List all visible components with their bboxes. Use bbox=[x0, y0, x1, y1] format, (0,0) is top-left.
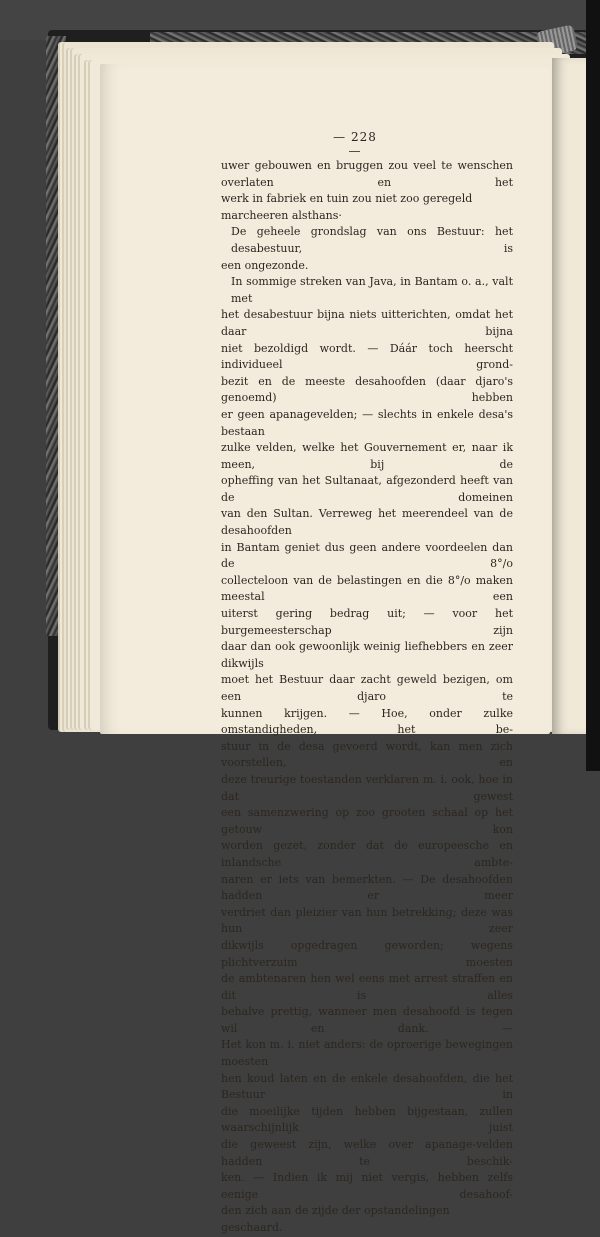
text-line: In sommige streken van Java, in Bantam o. a., valt met bbox=[231, 275, 513, 305]
text-line: zulke velden, welke het Gouvernement er, naar ik meen, bij de bbox=[221, 441, 513, 471]
text-line: verdriet dan pleizier van hun betrekking; deze was hun zeer bbox=[221, 905, 513, 936]
text-line: uiterst gering bedrag uit; — voor het burgemeesterschap zijn bbox=[221, 607, 513, 637]
text-line: van den Sultan. Verreweg het meerendeel van de desahoofden bbox=[221, 507, 513, 538]
text-line: opheffing van het Sultanaat, afgezonderd heeft van de domeinen bbox=[221, 474, 513, 504]
text-line: collecteloon van de belastingen en die 8°/o maken meestal een bbox=[221, 573, 513, 604]
text-line: in Bantam geniet dus geen andere voordeelen dan de 8°/o bbox=[221, 540, 513, 571]
text-line: behalve prettig, wanneer men desahoofd is tegen wil en dank. — bbox=[221, 1005, 513, 1035]
text-line: een samenzwering op zoo grooten schaal op het getouw kon bbox=[221, 806, 513, 836]
text-line: worden gezet, zonder dat de europeesche en inlandsche ambte- bbox=[221, 839, 513, 869]
text-line: die moeilijke tijden hebben bijgestaan, zullen waarschijnlijk juist bbox=[221, 1104, 513, 1135]
text-line: kunnen krijgen. — Hoe, onder zulke omstandigheden, het be- bbox=[221, 706, 513, 737]
text-line: moet het Bestuur daar zacht geweld bezigen, om een djaro te bbox=[221, 673, 513, 703]
page-text bbox=[221, 158, 513, 1237]
text-line: ken. — Indien ik mij niet vergis, hebben zelfs eenige desahoof- bbox=[221, 1171, 513, 1201]
text-line: stuur in de desa gevoerd wordt, kan men zich voorstellen, en bbox=[221, 739, 513, 770]
text-line: naren er iets van bemerkten. — De desahoofden hadden er meer bbox=[221, 872, 513, 903]
text-line: hen koud laten en de enkele desahoofden, die het Bestuur in bbox=[221, 1071, 513, 1102]
page-number: — 228 — bbox=[333, 130, 377, 158]
text-line: niet bezoldigd wordt. — Dáár toch heerscht individueel grond- bbox=[221, 341, 513, 372]
text-line: het desabestuur bijna niets uitterichten, omdat het daar bijna bbox=[221, 308, 513, 338]
text-line: bezit en de meeste desahoofden (daar djaro's genoemd) hebben bbox=[221, 374, 513, 405]
text-line: er geen apanagevelden; — slechts in enkele desa's bestaan bbox=[221, 407, 513, 438]
text-line: werk in fabriek en tuin zou niet zoo geregeld marcheeren alsthans· bbox=[221, 192, 473, 222]
background-right bbox=[586, 0, 600, 771]
text-line: dikwijls opgedragen geworden; wegens plichtverzuim moesten bbox=[221, 938, 513, 969]
text-line: daar dan ook gewoonlijk weinig liefhebbers en zeer dikwijls bbox=[221, 640, 513, 670]
text-line: De geheele grondslag van ons Bestuur: het desabestuur, is bbox=[231, 225, 513, 255]
text-line: die geweest zijn, welke over apanage-velden hadden te beschik- bbox=[221, 1138, 513, 1168]
text-line: deze treurige toestanden verklaren m. i. ook, hoe in dat gewest bbox=[221, 772, 513, 803]
text-line: uwer gebouwen en bruggen zou veel te wenschen overlaten en het bbox=[221, 159, 513, 189]
text-line: de ambtenaren hen wel eens met arrest straffen en dit is alles bbox=[221, 972, 513, 1002]
text-line: Het kon m. i. niet anders: de oproerige bewegingen moesten bbox=[221, 1038, 513, 1069]
text-line: een ongezonde. bbox=[221, 258, 309, 272]
marbled-edge bbox=[46, 36, 66, 636]
text-line: den zich aan de zijde der opstandelingen geschaard. bbox=[221, 1204, 450, 1234]
